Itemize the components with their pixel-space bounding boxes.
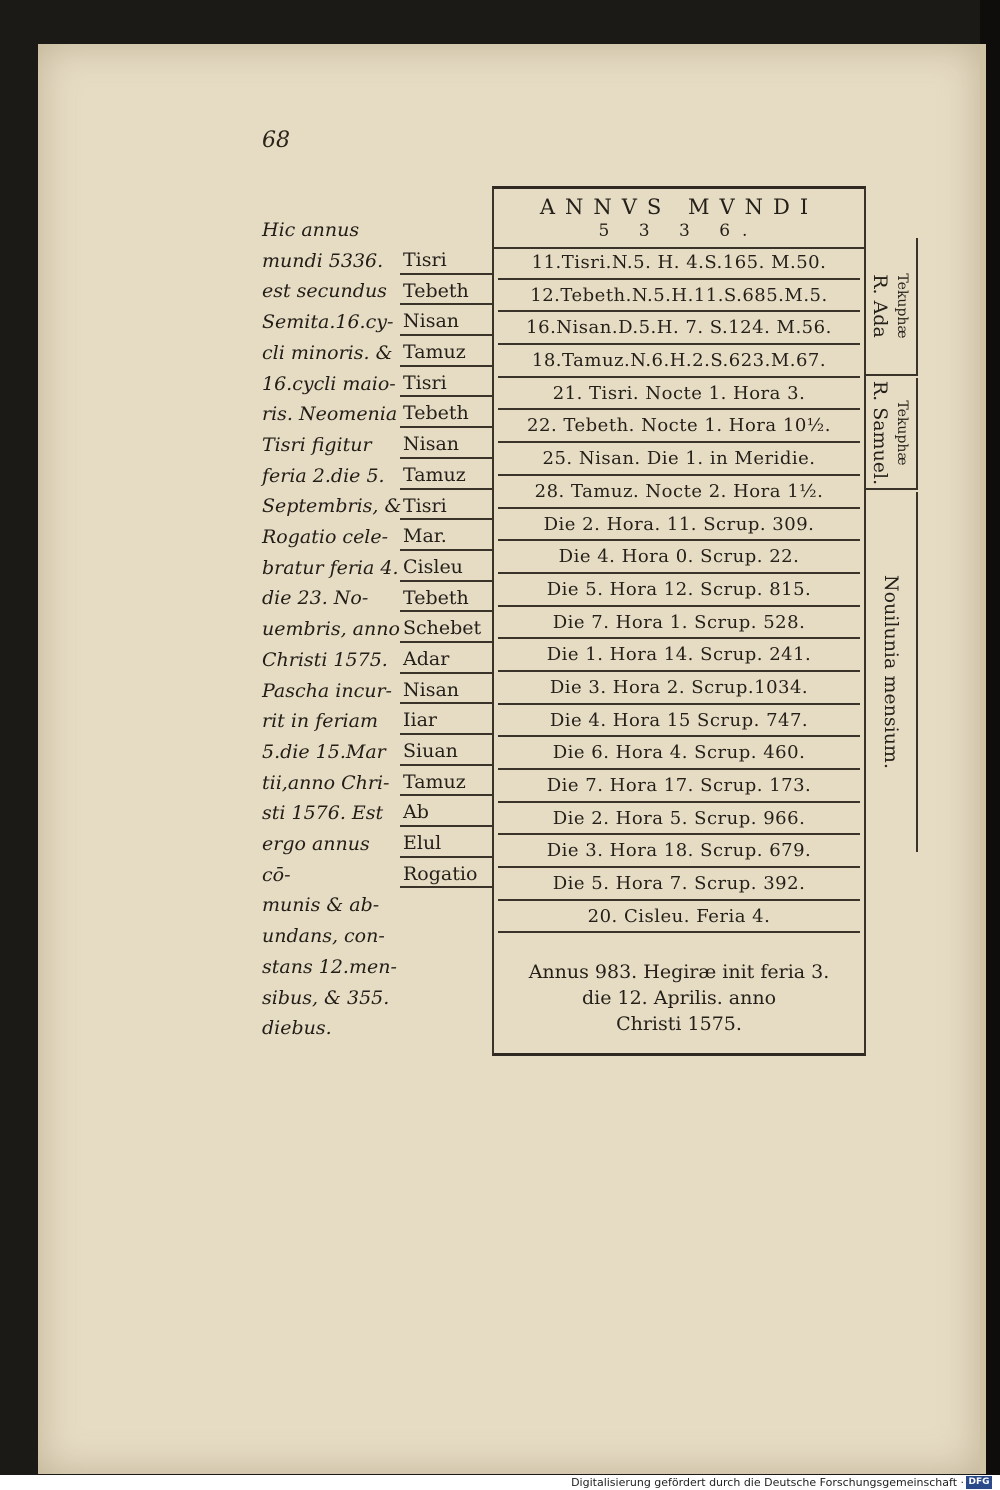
month-label: Adar bbox=[400, 645, 492, 674]
margin-note-line: Semita.16.cy- bbox=[262, 311, 394, 334]
margin-note-line: tii,anno Chri- bbox=[262, 771, 390, 794]
margin-note-line: Hic annus bbox=[262, 219, 360, 241]
table-row: 20. Cisleu. Feria 4. bbox=[498, 903, 860, 934]
side-label-ada-text: R. Ada bbox=[869, 274, 891, 338]
month-label: Iiar bbox=[400, 706, 492, 735]
margin-note-line: ris. Neomenia bbox=[262, 403, 398, 426]
table-row: Die 7. Hora 17. Scrup. 173. bbox=[498, 772, 860, 803]
table-row: Die 5. Hora 7. Scrup. 392. bbox=[498, 870, 860, 901]
table-row: 25. Nisan. Die 1. in Meridie. bbox=[498, 445, 860, 476]
margin-note-line: Christi 1575. bbox=[262, 648, 388, 671]
table-row: 12.Tebeth.N.5.H.11.S.685.M.5. bbox=[498, 282, 860, 313]
table-year: 5 3 3 6. bbox=[494, 221, 864, 249]
digitization-footer bbox=[0, 1475, 1000, 1490]
dfg-logo: DFG bbox=[966, 1476, 992, 1489]
month-label: Nisan bbox=[400, 676, 492, 705]
margin-note-line: munis & ab- bbox=[262, 894, 380, 917]
table-row: Die 2. Hora. 11. Scrup. 309. bbox=[498, 511, 860, 542]
margin-note-line: ergo annus cō- bbox=[262, 833, 370, 886]
margin-note-line: feria 2.die 5. bbox=[262, 464, 385, 487]
margin-note-line: Septembris, & bbox=[262, 495, 402, 518]
side-label-samuel-text: R. Samuel. bbox=[869, 380, 891, 486]
table-row: Die 6. Hora 4. Scrup. 460. bbox=[498, 739, 860, 770]
month-column bbox=[400, 246, 492, 890]
page-number: 68 bbox=[262, 128, 290, 153]
table-row: 16.Nisan.D.5.H. 7. S.124. M.56. bbox=[498, 314, 860, 345]
month-label: Mar. bbox=[400, 522, 492, 551]
month-label: Schebet bbox=[400, 614, 492, 643]
side-label-r-samuel bbox=[866, 378, 918, 490]
margin-note-line: 16.cycli maio- bbox=[262, 372, 396, 395]
annus-mundi-table bbox=[492, 186, 866, 1056]
margin-note-line: stans 12.men- bbox=[262, 955, 397, 978]
margin-note-line: Pascha incur- bbox=[262, 679, 392, 702]
footer-text: Digitalisierung gefördert durch die Deutsche Forschungsgemeinschaft · bbox=[571, 1476, 964, 1489]
margin-note-line: mundi 5336. bbox=[262, 249, 384, 272]
note-line: die 12. Aprilis. anno bbox=[581, 987, 777, 1010]
margin-note-line: 5.die 15.Mar bbox=[262, 740, 386, 763]
month-label: Tamuz bbox=[400, 768, 492, 797]
side-label-r-ada bbox=[866, 238, 918, 376]
side-label-nouilunia-text: Nouilunia mensium. bbox=[880, 575, 902, 769]
margin-note bbox=[262, 215, 402, 1044]
table-row: 28. Tamuz. Nocte 2. Hora 1½. bbox=[498, 478, 860, 509]
table-row: Die 5. Hora 12. Scrup. 815. bbox=[498, 576, 860, 607]
table-row: 21. Tisri. Nocte 1. Hora 3. bbox=[498, 380, 860, 411]
table-row: 18.Tamuz.N.6.H.2.S.623.M.67. bbox=[498, 347, 860, 378]
month-label: Elul bbox=[400, 829, 492, 858]
month-label: Rogatio bbox=[400, 860, 492, 889]
month-label: Tisri bbox=[400, 369, 492, 398]
margin-note-line: est secundus bbox=[262, 280, 387, 303]
side-label-nouilunia bbox=[866, 492, 918, 852]
margin-note-line: undans, con- bbox=[262, 925, 385, 948]
month-label: Tisri bbox=[400, 492, 492, 521]
margin-note-line: bratur feria 4. bbox=[262, 556, 399, 579]
month-label: Tebeth bbox=[400, 584, 492, 613]
table-title: ANNVS MVNDI bbox=[539, 195, 819, 219]
table-row: Die 3. Hora 18. Scrup. 679. bbox=[498, 837, 860, 868]
hegira-note bbox=[494, 959, 864, 1037]
table-rows bbox=[494, 249, 864, 933]
table-row: Die 7. Hora 1. Scrup. 528. bbox=[498, 609, 860, 640]
margin-note-line: Rogatio cele- bbox=[262, 526, 389, 549]
month-label: Ab bbox=[400, 798, 492, 827]
table-row: Die 2. Hora 5. Scrup. 966. bbox=[498, 805, 860, 836]
margin-note-line: cli minoris. & bbox=[262, 341, 393, 364]
table-row: Die 4. Hora 15 Scrup. 747. bbox=[498, 707, 860, 738]
month-label: Tebeth bbox=[400, 399, 492, 428]
side-label-tekuphae-a: Tekuphæ bbox=[894, 273, 910, 339]
month-label: Tisri bbox=[400, 246, 492, 275]
table-row: 11.Tisri.N.5. H. 4.S.165. M.50. bbox=[498, 249, 860, 280]
margin-note-line: Tisri figitur bbox=[262, 433, 372, 456]
margin-note-line: die 23. No- bbox=[262, 587, 369, 610]
table-row: Die 4. Hora 0. Scrup. 22. bbox=[498, 543, 860, 574]
table-row: Die 3. Hora 2. Scrup.1034. bbox=[498, 674, 860, 705]
margin-note-line: uembris, anno bbox=[262, 618, 400, 641]
table-row: Die 1. Hora 14. Scrup. 241. bbox=[498, 641, 860, 672]
note-line: Annus 983. Hegiræ init feria 3. bbox=[528, 961, 830, 984]
month-label: Tamuz bbox=[400, 338, 492, 367]
note-line: Christi 1575. bbox=[616, 1013, 742, 1036]
side-label-tekuphae-b: Tekuphæ bbox=[894, 400, 910, 466]
margin-note-line: diebus. bbox=[262, 1017, 332, 1040]
table-row: 22. Tebeth. Nocte 1. Hora 10½. bbox=[498, 412, 860, 443]
margin-note-line: rit in feriam bbox=[262, 710, 378, 733]
month-label: Nisan bbox=[400, 307, 492, 336]
margin-note-line: sibus, & 355. bbox=[262, 986, 390, 1009]
month-label: Siuan bbox=[400, 737, 492, 766]
month-label: Nisan bbox=[400, 430, 492, 459]
month-label: Cisleu bbox=[400, 553, 492, 582]
month-label: Tamuz bbox=[400, 461, 492, 490]
margin-note-line: sti 1576. Est bbox=[262, 802, 384, 825]
month-label: Tebeth bbox=[400, 277, 492, 306]
